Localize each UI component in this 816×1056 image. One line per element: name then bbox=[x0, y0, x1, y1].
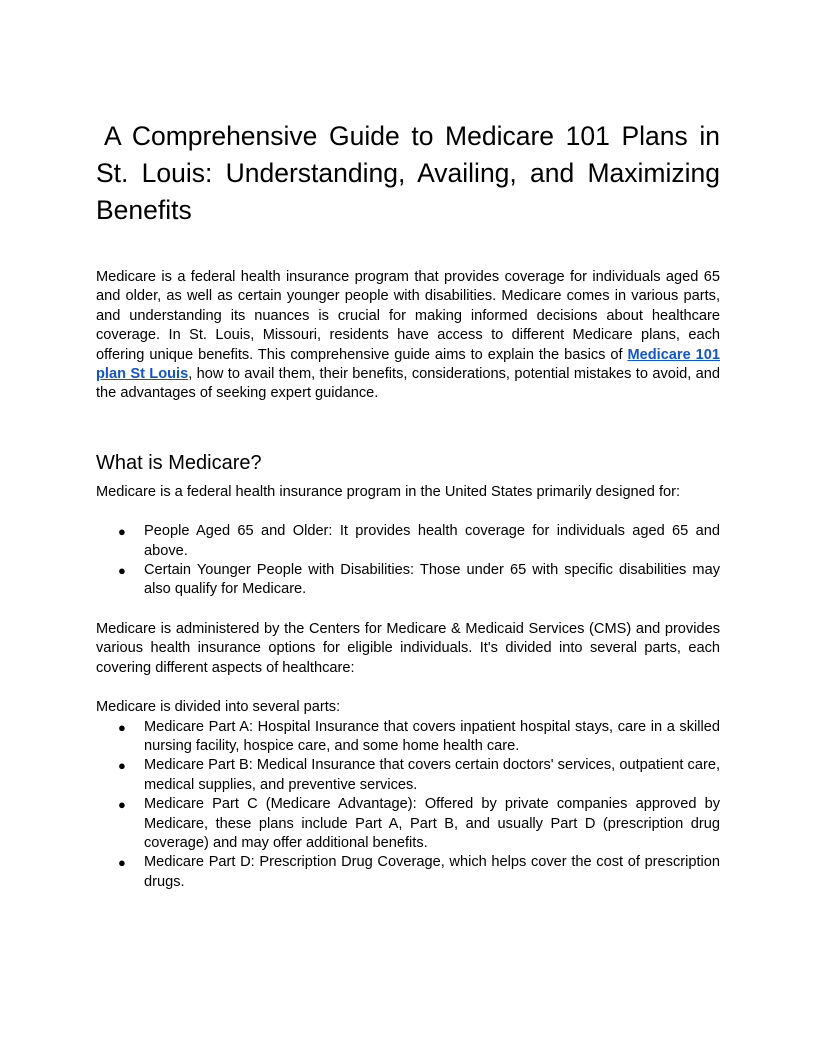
list-item bbox=[96, 756, 720, 795]
list-item-text: Medicare Part A: Hospital Insurance that covers inpatient hospital stays, care in a skilled nursing facility, hospice care, and some home health care. bbox=[144, 718, 720, 754]
bullet-icon: ● bbox=[118, 563, 126, 579]
medicare-101-link[interactable]: Medicare 101 plan St Louis bbox=[96, 346, 720, 383]
document-page bbox=[96, 118, 720, 892]
list-item-text: Medicare Part D: Prescription Drug Coverage, which helps cover the cost of prescription drugs. bbox=[144, 854, 720, 890]
cms-paragraph: Medicare is administered by the Centers for Medicare & Medicaid Services (CMS) and provides various health insurance options for eligible individuals. It's divided into several parts, each covering different aspects of healthcare: bbox=[96, 620, 720, 676]
intro-text-before-link: Medicare is a federal health insurance program that provides coverage for individuals aged 65 and older, as well as certain younger people with disabilities. Medicare comes in various parts, and understanding its nuances is crucial for making informed decisions about healthcare coverage. In St. Louis, Missouri, residents have access to different Medicare plans, each offering unique benefits. This comprehensive guide aims to explain the basics of bbox=[96, 269, 720, 363]
list-item bbox=[96, 853, 720, 892]
intro-text-after-link: , how to avail them, their benefits, considerations, potential mistakes to avoid, and the advantages of seeking expert guidance. bbox=[96, 366, 720, 402]
list-item bbox=[96, 795, 720, 853]
bullet-icon: ● bbox=[118, 719, 126, 735]
bullet-icon: ● bbox=[118, 797, 126, 813]
section-heading-what-is-medicare: What is Medicare? bbox=[96, 451, 262, 474]
list-item bbox=[96, 718, 720, 757]
list-item-text: People Aged 65 and Older: It provides health coverage for individuals aged 65 and above. bbox=[144, 523, 720, 559]
eligibility-list bbox=[96, 522, 720, 600]
parts-intro-paragraph: Medicare is divided into several parts: bbox=[96, 699, 341, 716]
list-item-text: Medicare Part C (Medicare Advantage): Offered by private companies approved by Medicare, these plans include Part A, Part B, and usually Part D (prescription drug coverage) and may offer additional benefits. bbox=[144, 796, 720, 851]
list-item bbox=[96, 522, 720, 561]
bullet-icon: ● bbox=[118, 758, 126, 774]
document-title: A Comprehensive Guide to Medicare 101 Plans in St. Louis: Understanding, Availing, and Maximizing Benefits bbox=[96, 121, 720, 225]
what-is-medicare-paragraph: Medicare is a federal health insurance program in the United States primarily designed for: bbox=[96, 483, 681, 500]
list-item bbox=[96, 561, 720, 600]
list-item-text: Medicare Part B: Medical Insurance that covers certain doctors' services, outpatient care, medical supplies, and preventive services. bbox=[144, 757, 720, 793]
bullet-icon: ● bbox=[118, 855, 126, 871]
intro-paragraph bbox=[96, 268, 720, 404]
medicare-parts-list bbox=[96, 718, 720, 893]
bullet-icon: ● bbox=[118, 524, 126, 540]
list-item-text: Certain Younger People with Disabilities: Those under 65 with specific disabilities may also qualify for Medicare. bbox=[144, 562, 720, 598]
